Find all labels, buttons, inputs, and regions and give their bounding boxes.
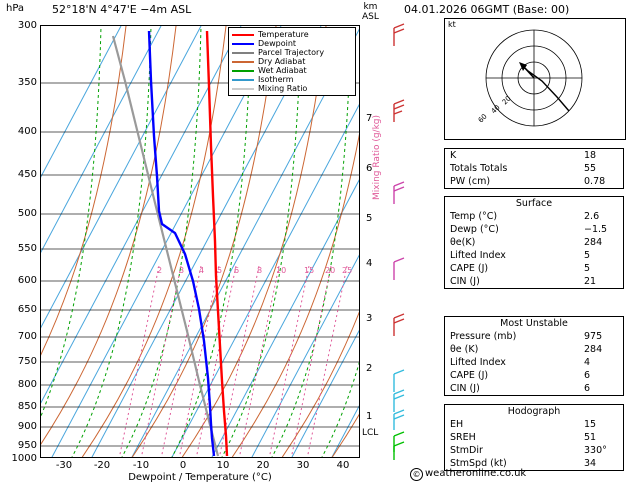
label-mu-cape: CAPE (J) [450,370,489,381]
mixratio-10: 10 [276,266,287,275]
legend-item-wet-adiabat [232,66,352,75]
value-stmspd: 34 [584,458,597,469]
mixratio-20: 20 [325,266,336,275]
pressure-unit-label: hPa [6,3,25,14]
chart-legend [228,27,356,96]
legend-label-temperature: Temperature [258,30,309,39]
hodo-ring-40: 40 [489,103,502,116]
hodograph-plot [444,18,626,140]
xtick-30: 30 [296,460,310,471]
row-pw [445,175,623,188]
value-mu-li: 4 [584,357,591,368]
value-stmdir: 330° [584,445,607,456]
hodograph-title: Hodograph [507,406,561,417]
ytick-350: 350 [17,77,37,88]
label-eh: EH [450,419,464,430]
label-sfc-dewp: Dewp (°C) [450,224,499,235]
most-unstable-title: Most Unstable [500,318,568,329]
legend-item-dry-adiabat [232,57,352,66]
km-tick-5: 5 [366,213,373,224]
value-mu-cape: 6 [584,370,591,381]
value-mu-pressure: 975 [584,331,603,342]
copyright-icon: © [410,468,423,481]
value-pw: 0.78 [584,176,606,187]
row-mu-pressure [445,330,623,343]
km-tick-4: 4 [366,258,373,269]
mixratio-6: 6 [234,266,240,275]
xtick--20: -20 [93,460,111,471]
legend-item-parcel [232,48,352,57]
ytick-950: 950 [17,440,37,451]
row-sfc-cin [445,275,623,288]
value-totals: 55 [584,163,597,174]
copyright-text: weatheronline.co.uk [425,468,527,479]
km-tick-7: 7 [366,113,373,124]
height-axis-ref: ASL [362,12,379,22]
mixratio-25: 25 [342,266,353,275]
row-sfc-li [445,249,623,262]
ytick-900: 900 [17,421,37,432]
value-k: 18 [584,150,597,161]
station-title: 52°18'N 4°47'E −4m ASL [52,3,192,16]
ytick-1000: 1000 [11,453,37,464]
mixing-ratio-axis-title: Mixing Ratio (g/kg) [372,114,382,200]
label-mu-pressure: Pressure (mb) [450,331,517,342]
mixratio-5: 5 [217,266,223,275]
row-sfc-cape [445,262,623,275]
ytick-800: 800 [17,379,37,390]
indices-table [444,148,624,189]
km-tick-6: 6 [366,163,373,174]
legend-item-temperature [232,30,352,39]
row-mu-cape [445,369,623,382]
row-mu-thetae [445,343,623,356]
value-sfc-thetae: 284 [584,237,603,248]
mixratio-8: 8 [257,266,263,275]
mixratio-4: 4 [199,266,205,275]
label-mu-thetae: θe (K) [450,344,479,355]
row-sfc-temp [445,210,623,223]
row-sfc-dewp [445,223,623,236]
label-mu-li: Lifted Index [450,357,506,368]
label-pw: PW (cm) [450,176,491,187]
surface-title: Surface [515,198,553,209]
lcl-label: LCL [362,428,379,438]
row-totals [445,162,623,175]
mixratio-2: 2 [157,266,163,275]
legend-label-parcel: Parcel Trajectory [258,48,325,57]
hodo-ring-20: 20 [500,94,513,107]
legend-label-mixing-ratio: Mixing Ratio [258,84,308,93]
value-sfc-temp: 2.6 [584,211,600,222]
km-tick-1: 1 [366,411,373,422]
copyright [410,468,526,481]
ytick-600: 600 [17,275,37,286]
legend-item-isotherm [232,75,352,84]
legend-label-wet-adiabat: Wet Adiabat [258,66,307,75]
legend-item-dewpoint [232,39,352,48]
hodograph-unit-label: kt [448,20,456,29]
label-sfc-cin: CIN (J) [450,276,480,287]
ytick-750: 750 [17,356,37,367]
height-axis-label [362,2,379,22]
mixratio-15: 15 [304,266,315,275]
row-sfc-thetae [445,236,623,249]
hodograph-svg [445,19,623,137]
label-stmdir: StmDir [450,445,483,456]
ytick-500: 500 [17,208,37,219]
row-sreh [445,431,623,444]
ytick-300: 300 [17,20,37,31]
surface-table [444,196,624,289]
legend-label-dewpoint: Dewpoint [258,39,297,48]
value-sreh: 51 [584,432,597,443]
legend-label-isotherm: Isotherm [258,75,294,84]
label-sfc-li: Lifted Index [450,250,506,261]
ytick-700: 700 [17,331,37,342]
hodograph-table [444,404,624,471]
xtick--30: -30 [55,460,73,471]
xtick-40: 40 [336,460,350,471]
hodo-ring-60: 60 [476,112,489,125]
label-stmspd: StmSpd (kt) [450,458,507,469]
ytick-400: 400 [17,126,37,137]
ytick-650: 650 [17,304,37,315]
value-mu-thetae: 284 [584,344,603,355]
legend-item-mixing-ratio [232,84,352,93]
label-sfc-temp: Temp (°C) [450,211,498,222]
info-panel [400,0,629,486]
ytick-450: 450 [17,169,37,180]
label-mu-cin: CIN (J) [450,383,480,394]
value-sfc-li: 5 [584,250,591,261]
legend-label-dry-adiabat: Dry Adiabat [258,57,306,66]
mixratio-3: 3 [179,266,185,275]
row-stmdir [445,444,623,457]
mixing-ratio-value-labels [41,266,360,278]
km-tick-3: 3 [366,313,373,324]
row-mu-li [445,356,623,369]
xtick--10: -10 [132,460,150,471]
most-unstable-table [444,316,624,396]
label-sreh: SREH [450,432,476,443]
value-sfc-cape: 5 [584,263,591,274]
row-k [445,149,623,162]
label-totals: Totals Totals [450,163,508,174]
value-sfc-dewp: −1.5 [584,224,608,235]
value-mu-cin: 6 [584,383,591,394]
label-k: K [450,150,457,161]
height-axis-unit: km [363,2,378,12]
valid-time-title: 04.01.2026 06GMT (Base: 00) [404,3,570,16]
x-axis-title: Dewpoint / Temperature (°C) [128,472,272,483]
value-sfc-cin: 21 [584,276,597,287]
row-eh [445,418,623,431]
value-eh: 15 [584,419,597,430]
km-tick-2: 2 [366,363,373,374]
label-sfc-thetae: θe(K) [450,237,476,248]
row-mu-cin [445,382,623,395]
ytick-550: 550 [17,243,37,254]
xtick-0: 0 [179,460,187,471]
label-sfc-cape: CAPE (J) [450,263,489,274]
xtick-20: 20 [256,460,270,471]
xtick-10: 10 [216,460,230,471]
ytick-850: 850 [17,401,37,412]
